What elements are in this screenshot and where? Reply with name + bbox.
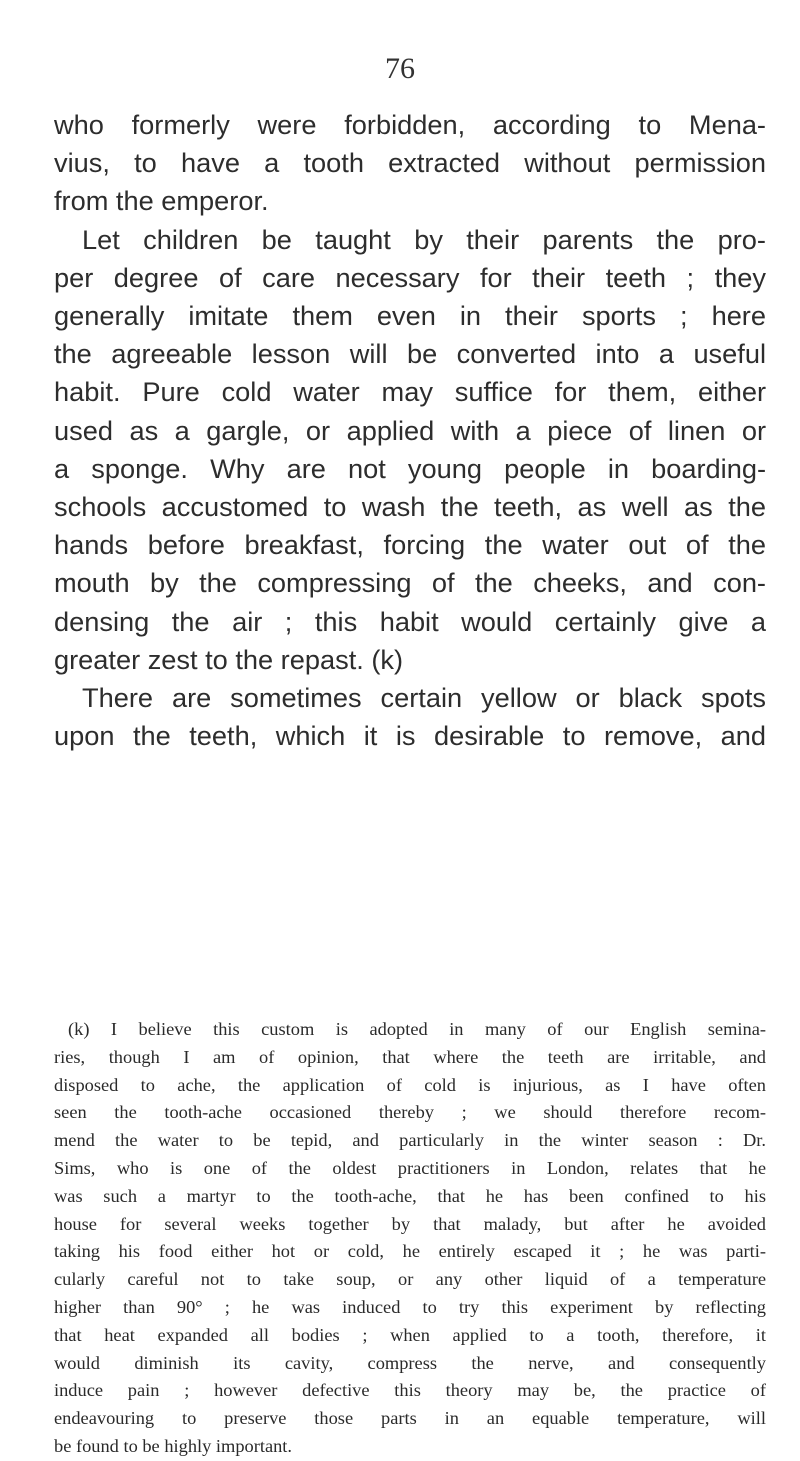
text-line: schools accustomed to wash the teeth, as well as the	[54, 491, 766, 523]
text-line: hands before breakfast, forcing the water out of the	[54, 529, 766, 561]
page-number: 76	[385, 52, 415, 85]
text-line: greater zest to the repast. (k)	[54, 643, 404, 675]
footnote-line: would diminish its cavity, compress the nerve, and consequently	[54, 1352, 766, 1373]
text-line: who formerly were forbidden, according to Mena-	[54, 109, 766, 140]
footnote-line: induce pain ; however defective this theory may be, the practice of	[54, 1380, 766, 1401]
main-text	[54, 106, 766, 755]
footnote-line: seen the tooth-ache occasioned thereby ; we should therefore recom-	[54, 1102, 766, 1123]
footnote-line: be found to be highly important.	[54, 1435, 293, 1456]
footnote-line: higher than 90° ; he was induced to try this experiment by reflecting	[54, 1296, 766, 1317]
footnote-line: mend the water to be tepid, and particularly in the winter season : Dr.	[54, 1130, 766, 1151]
text-line: the agreeable lesson will be converted into a useful	[54, 338, 766, 370]
text-line: mouth by the compressing of the cheeks, and con-	[54, 567, 766, 599]
text-line: densing the air ; this habit would certainly give a	[54, 605, 766, 637]
text-line: There are sometimes certain yellow or black spots	[82, 682, 766, 714]
text-line: upon the teeth, which it is desirable to remove, and	[54, 720, 766, 752]
footnote-line: that heat expanded all bodies ; when applied to a tooth, therefore, it	[54, 1324, 766, 1345]
text-line: habit. Pure cold water may suffice for them, either	[54, 376, 766, 408]
footnote-line: endeavouring to preserve those parts in an equable temperature, will	[54, 1408, 766, 1429]
footnote-line: (k) I believe this custom is adopted in many of our English semina-	[68, 1019, 766, 1039]
text-line: generally imitate them even in their sports ; here	[54, 300, 766, 332]
footnote-line: cularly careful not to take soup, or any other liquid of a temperature	[54, 1269, 766, 1290]
text-line: used as a gargle, or applied with a piece of linen or	[54, 414, 766, 446]
text-line: a sponge. Why are not young people in boarding-	[54, 452, 766, 484]
footnote-line: disposed to ache, the application of cold is injurious, as I have often	[54, 1074, 766, 1095]
footnote	[54, 1016, 766, 1461]
text-line: per degree of care necessary for their teeth ; they	[54, 261, 766, 293]
footnote-line: ries, though I am of opinion, that where the teeth are irritable, and	[54, 1046, 766, 1067]
text-line: vius, to have a tooth extracted without permission	[54, 147, 766, 179]
text-line: Let children be taught by their parents the pro-	[82, 223, 766, 255]
footnote-line: taking his food either hot or cold, he entirely escaped it ; he was parti-	[54, 1241, 766, 1262]
footnote-line: house for several weeks together by that malady, but after he avoided	[54, 1213, 766, 1234]
footnote-line: was such a martyr to the tooth-ache, that he has been confined to his	[54, 1185, 766, 1206]
footnote-line: Sims, who is one of the oldest practitioners in London, relates that he	[54, 1157, 766, 1178]
text-line: from the emperor.	[54, 185, 269, 217]
